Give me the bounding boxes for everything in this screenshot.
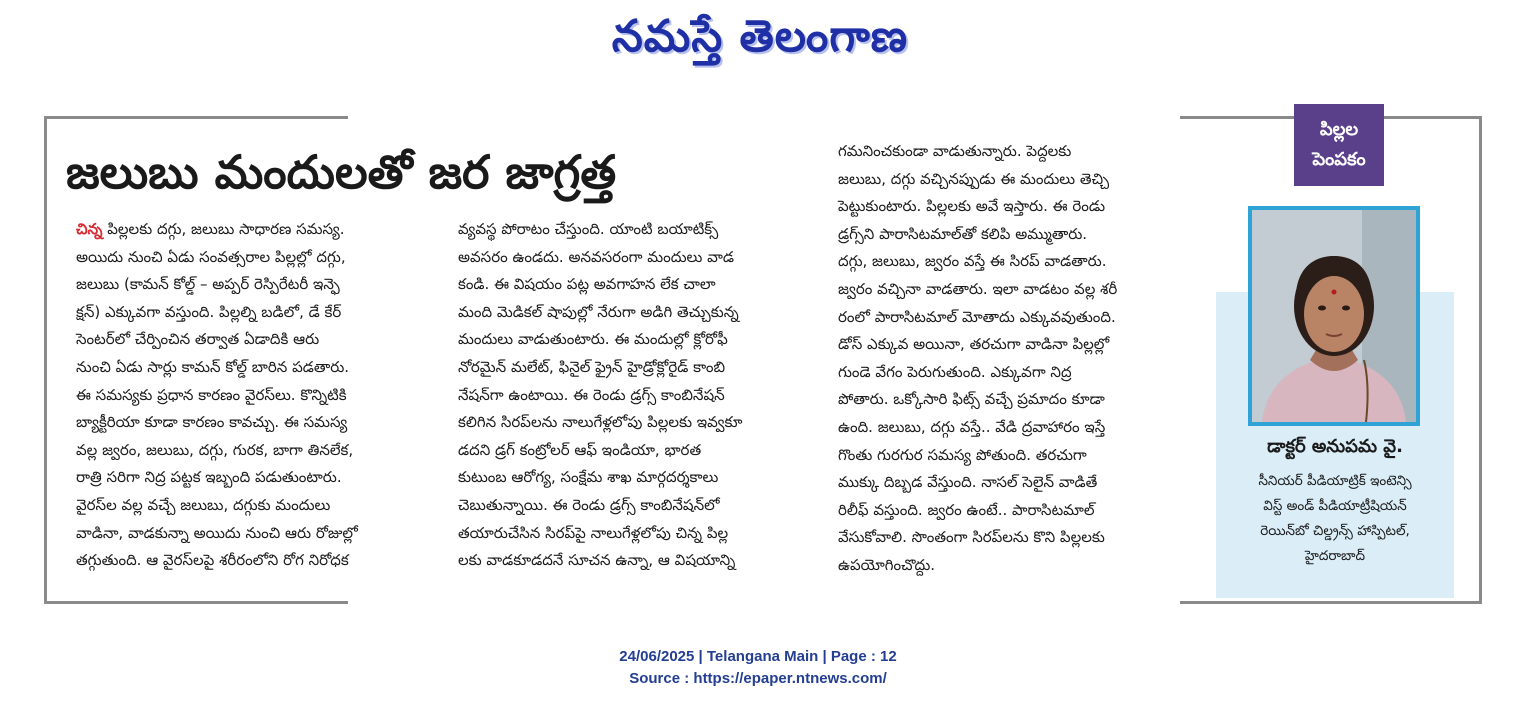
paragraph-line: వాడినా, వాడకున్నా అయిదు నుంచి ఆరు రోజుల్లో <box>76 523 358 542</box>
paragraph-line: గొంతు గురగుర సమస్య పోతుంది. తరచుగా <box>838 445 1087 464</box>
paragraph-line: లకు వాడకూడదనే సూచన ఉన్నా, ఆ విషయాన్ని <box>458 551 736 570</box>
paragraph-line: రాత్రి సరిగా నిద్ర పట్టక ఇబ్బంది పడుతుంటారు. <box>76 468 342 487</box>
page-footer <box>0 646 1516 690</box>
paragraph-line: పెట్టుకుంటారు. పిల్లలకు అవే ఇస్తారు. ఈ రెండు <box>838 197 1106 216</box>
footer-date-line: 24/06/2025 | Telangana Main | Page : 12 <box>619 648 897 665</box>
paragraph-line: అయిదు నుంచి ఏడు సంవత్సరాల పిల్లల్లో దగ్గు, <box>76 247 346 266</box>
paragraph-line: వేసుకోవాలి. సొంతంగా సిరప్‌లను కొని పిల్లలకు <box>838 528 1105 547</box>
paragraph-line: తయారుచేసిన సిరప్‌పై నాలుగేళ్లలోపు చిన్న పిల్ల <box>458 523 729 542</box>
paragraph-line: వైరస్‌ల వల్ల వచ్చే జలుబు, దగ్గుకు మందులు <box>76 495 331 514</box>
paragraph-line: చిన్న పిల్లలకు దగ్గు, జలుబు సాధారణ సమస్య. <box>76 220 345 238</box>
paragraph-line: కలిగిన సిరప్‌లను నాలుగేళ్లలోపు పిల్లలకు ఇవ్వకూ <box>458 413 743 432</box>
paragraph-line: కుటుంబ ఆరోగ్య, సంక్షేమ శాఖ మార్గదర్శకాలు <box>458 468 719 487</box>
frame-top-left <box>44 116 348 119</box>
author-desc-line: రెయిన్‌బో చిల్డ్రన్స్ హాస్పిటల్, <box>1260 523 1410 539</box>
paragraph-line: వల్ల జ్వరం, జలుబు, దగ్గు, గురక, బాగా తినలేక, <box>76 440 354 459</box>
frame-left <box>44 116 47 604</box>
paragraph-line: అవసరం ఉండదు. అనవసరంగా మందులు వాడ <box>458 247 734 266</box>
paragraph-line: గమనించకుండా వాడుతున్నారు. పెద్దలకు <box>838 142 1072 160</box>
author-photo <box>1248 206 1420 426</box>
frame-bottom-right <box>1180 601 1482 604</box>
section-tag-line-1: పిల్లల <box>1319 119 1359 140</box>
paragraph-line: వ్యవస్థ పోరాటం చేస్తుంది. యాంటి బయాటిక్స్ <box>458 220 719 238</box>
paragraph-line: గుండె వేగం పెరుగుతుంది. ఎక్కువగా నిద్ర <box>838 362 1072 381</box>
paragraph-line: రంలో పారాసిటమాల్ మోతాదు ఎక్కువవుతుంది. <box>838 307 1116 326</box>
dropcap-word: చిన్న <box>76 220 103 238</box>
author-name: డాక్టర్ అనుపమ వై. <box>1267 436 1403 457</box>
paragraph-line: నుంచి ఏడు సార్లు కామన్ కోల్డ్ బారిన పడతారు. <box>76 357 350 376</box>
paragraph-line: సెంటర్‌లో చేర్పించిన తర్వాత ఏడాదికి ఆరు <box>76 330 320 349</box>
paragraph-line: తగ్గుతుంది. ఆ వైరస్‌లపై శరీరంలోని రోగ నిరోధక <box>76 551 349 570</box>
author-portrait-illustration <box>1252 210 1416 422</box>
paragraph-line: ఉపయోగించొద్దు. <box>838 555 936 574</box>
author-designation <box>1220 469 1450 569</box>
author-byline <box>1220 436 1450 569</box>
paragraph-line: మంది మెడికల్ షాపుల్లో నేరుగా అడిగి తెచ్చుకున్న <box>458 302 739 321</box>
paragraph-line: రిలీఫ్ వస్తుంది. జ్వరం ఉంటే.. పారాసిటమాల్ <box>838 500 1095 519</box>
paragraph-line: బ్యాక్టీరియా కూడా కారణం కావచ్చు. ఈ సమస్య <box>76 413 348 432</box>
paragraph-line: డదని డ్రగ్ కంట్రోలర్ ఆఫ్ ఇండియా, భారత <box>458 440 702 459</box>
author-desc-line: హైదరాబాద్ <box>1304 548 1366 564</box>
paragraph-line: మందులు వాడుతుంటారు. ఈ మందుల్లో క్లోరోఫీ <box>458 330 728 349</box>
paragraph-line: డ్రగ్స్‌ని పారాసిటమాల్‌తో కలిపి అమ్ముతారు. <box>838 224 1088 243</box>
frame-right <box>1479 116 1482 604</box>
paragraph-line: దగ్గు, జలుబు, జ్వరం వస్తే ఈ సిరప్ వాడతారు. <box>838 252 1107 271</box>
author-desc-line: సీనియర్ పీడియాట్రిక్ ఇంటెన్సి <box>1258 473 1412 489</box>
paragraph-line: జలుబు (కామన్ కోల్డ్ – అప్పర్ రెస్పిరేటరీ ఇన్ఫె <box>76 275 340 294</box>
paragraph-line: ఈ సమస్యకు ప్రధాన కారణం వైరస్‌లు. కొన్నిటికి <box>76 385 347 404</box>
paragraph-line: ముక్కు దిబ్బడ వేస్తుంది. నాసల్ సెలైన్ వాడితే <box>838 473 1098 492</box>
frame-bottom-left <box>44 601 348 604</box>
article-column-1 <box>76 216 426 575</box>
paragraph-line: పోతారు. ఒక్కోసారి ఫిట్స్ వచ్చే ప్రమాదం కూడా <box>838 390 1105 409</box>
article-headline: జలుబు మందులతో జర జాగ్రత్త <box>66 145 617 199</box>
paragraph-line: జ్వరం వచ్చినా వాడతారు. ఇలా వాడటం వల్ల శరీ <box>838 279 1118 298</box>
article-column-3 <box>838 138 1178 580</box>
paragraph-line: క్షన్) ఎక్కువగా వస్తుంది. పిల్లల్ని బడిలో, డే కేర్ <box>76 302 342 321</box>
article-column-2 <box>458 216 798 575</box>
paragraph-line: కండి. ఈ విషయం పట్ల అవగాహన లేక చాలా <box>458 275 716 294</box>
section-tag <box>1294 104 1384 186</box>
paragraph-line: చెబుతున్నాయి. ఈ రెండు డ్రగ్స్ కాంబినేషన్‌లో <box>458 495 720 514</box>
footer-source-line[interactable]: Source : https://epaper.ntnews.com/ <box>629 670 887 687</box>
paragraph-line: జలుబు, దగ్గు వచ్చినప్పుడు ఈ మందులు తెచ్చి <box>838 169 1110 188</box>
paragraph-line: డోస్ ఎక్కువ అయినా, తరచుగా వాడినా పిల్లల్లో <box>838 335 1110 354</box>
paragraph-line: నోరమైన్ మలేట్, ఫినైల్ ఫ్రైన్ హైడ్రోక్లోరైడ్ కాంబి <box>458 357 726 376</box>
section-tag-line-2: పెంపకం <box>1312 149 1366 170</box>
paragraph-line: నేషన్‌గా ఉంటాయి. ఈ రెండు డ్రగ్స్ కాంబినేషన్ <box>458 385 725 404</box>
author-desc-line: విస్ట్ అండ్ పీడియాట్రీషియన్ <box>1263 498 1407 514</box>
paragraph-line: ఉంది. జలుబు, దగ్గు వస్తే.. వేడి ద్రవాహారం ఇస్తే <box>838 417 1106 436</box>
masthead-logo: నమస్తే తెలంగాణ <box>611 11 909 62</box>
